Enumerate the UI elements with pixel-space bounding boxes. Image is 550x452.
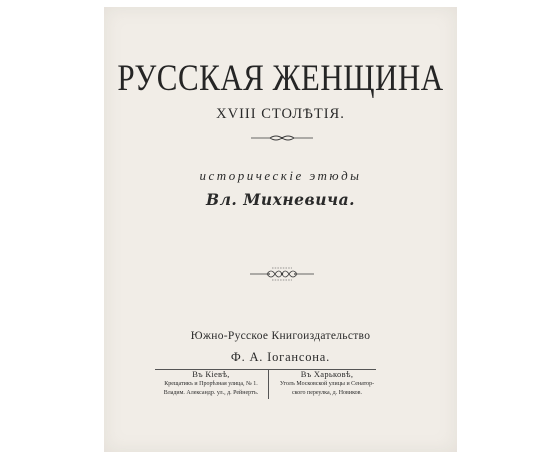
kharkov-address-line1: Уголъ Московской улицы и Сенатор- [279, 381, 375, 387]
book-genre: историческіе этюды [199, 168, 362, 183]
decorative-ornament [250, 264, 314, 284]
title-page [104, 7, 457, 452]
book-author: Вл. Михневича. [205, 190, 356, 209]
publisher-house: Южно-Русское Книгоиздательство [190, 330, 371, 342]
kharkov-city: Въ Харьковѣ, [300, 369, 354, 379]
imprint-kharkov [271, 369, 383, 397]
book-title: РУССКАЯ ЖЕНЩИНА [117, 56, 444, 99]
imprint-kiev [155, 369, 267, 397]
imprint-column-divider [268, 370, 269, 399]
kiev-address-line2: Владим. Александр. ул., д. Рейнертъ. [163, 389, 259, 396]
decorative-rule [250, 134, 314, 142]
kiev-city: Въ Кіевѣ, [192, 369, 230, 379]
kiev-address-line1: Крещатикъ и Прорѣзная улица, № 1. [164, 381, 258, 387]
publisher-name: Ф. А. Іогансона. [230, 350, 331, 364]
kharkov-address-line2: ского переулка, д. Новиков. [291, 389, 363, 396]
book-subtitle: XVIII СТОЛѢТІЯ. [216, 106, 345, 122]
